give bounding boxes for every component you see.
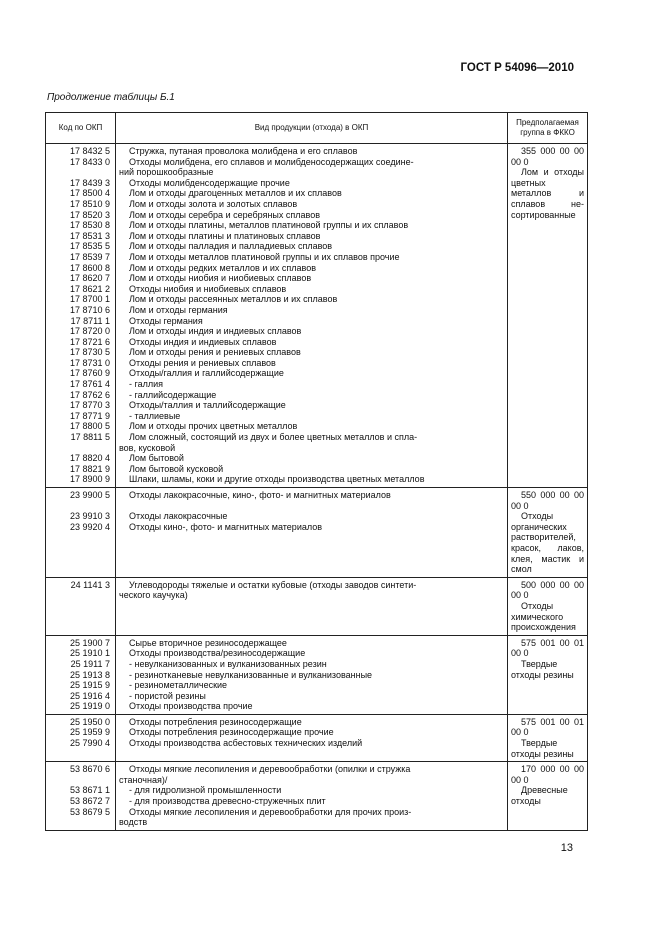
product-name: Лом и отходы рения и рениевых сплавов bbox=[129, 347, 301, 358]
product-name: Сырье вторичное резиносодержащее bbox=[129, 637, 287, 648]
product-name: - для производства древесно-стружечных плит bbox=[129, 796, 326, 807]
okp-code: 17 8700 1 bbox=[69, 294, 110, 305]
fkko-code: 170 000 00 00 00 0 bbox=[511, 764, 584, 785]
table-row bbox=[46, 714, 588, 761]
okp-code bbox=[49, 167, 110, 178]
okp-code: 23 9920 4 bbox=[69, 521, 110, 532]
fkko-group-cell bbox=[508, 144, 588, 488]
product-name: Отходы ниобия и ниобиевых сплавов bbox=[129, 283, 287, 294]
okp-code: 17 8710 6 bbox=[69, 304, 110, 315]
product-name-cell bbox=[116, 488, 508, 578]
product-name: - для гидролизной промышленности bbox=[129, 785, 282, 796]
okp-code: 17 8731 0 bbox=[69, 357, 110, 368]
okp-code-cell bbox=[46, 144, 116, 488]
okp-code-cell bbox=[46, 762, 116, 831]
okp-code: 17 8539 7 bbox=[69, 251, 110, 262]
okp-code: 17 8730 5 bbox=[69, 347, 110, 358]
product-name: - галлийсодержащие bbox=[129, 389, 217, 400]
header-code: Код по ОКП bbox=[46, 113, 116, 144]
okp-code: 25 1919 0 bbox=[69, 701, 110, 712]
okp-code: 17 8820 4 bbox=[69, 453, 110, 464]
fkko-group-cell bbox=[508, 714, 588, 761]
okp-code-cell bbox=[46, 635, 116, 714]
product-name: Отходы рения и рениевых сплавов bbox=[129, 357, 276, 368]
product-name: Лом и отходы ниобия и ниобиевых сплавов bbox=[129, 273, 312, 284]
okp-code: 17 8439 3 bbox=[69, 177, 110, 188]
product-name: вов, кусковой bbox=[119, 442, 176, 453]
fkko-group-cell bbox=[508, 635, 588, 714]
product-name: станочная)/ bbox=[119, 774, 168, 785]
okp-code: 23 9900 5 bbox=[69, 490, 110, 500]
fkko-group-name: Лом и отходы цветных металлов и сплавов не-сортированные bbox=[511, 167, 584, 220]
header-group: Предполагаемая группа в ФККО bbox=[508, 113, 588, 144]
product-name: Лом и отходы индия и индиевых сплавов bbox=[129, 326, 302, 337]
product-name: Отходы/галлия и галлийсодержащие bbox=[129, 368, 284, 379]
okp-code: 17 8621 2 bbox=[69, 283, 110, 294]
okp-code bbox=[49, 501, 110, 512]
product-name: Лом бытовой bbox=[129, 453, 184, 464]
product-name: Отходы мягкие лесопиления и деревообработки (опилки и стружка bbox=[129, 764, 411, 775]
product-name: Лом и отходы металлов платиновой группы и их сплавов прочие bbox=[129, 251, 400, 262]
okp-code bbox=[49, 775, 110, 786]
okp-code: 17 8811 5 bbox=[70, 432, 110, 443]
okp-code: 17 8500 4 bbox=[69, 188, 110, 199]
product-name: Лом и отходы палладия и палладиевых сплавов bbox=[129, 241, 333, 252]
fkko-group-cell bbox=[508, 762, 588, 831]
product-name-cell bbox=[116, 144, 508, 488]
okp-code: 53 8672 7 bbox=[69, 796, 110, 807]
product-name: Лом сложный, состоящий из двух и более цветных металлов и спла- bbox=[129, 432, 418, 443]
okp-code: 25 1910 1 bbox=[69, 648, 110, 659]
okp-code: 17 8520 3 bbox=[69, 209, 110, 220]
table-caption: Продолжение таблицы Б.1 bbox=[47, 92, 175, 103]
product-name: Отходы кино-, фото- и магнитных материалов bbox=[129, 521, 322, 532]
okp-code: 17 8531 3 bbox=[69, 230, 110, 241]
product-name: Отходы производства асбестовых технических изделий bbox=[129, 738, 363, 749]
okp-code: 17 8432 5 bbox=[69, 146, 110, 156]
product-name: Лом и отходы серебра и серебряных сплавов bbox=[129, 209, 320, 220]
standard-designation: ГОСТ Р 54096—2010 bbox=[460, 62, 574, 74]
table-row bbox=[46, 762, 588, 831]
okp-code: 17 8760 9 bbox=[69, 368, 110, 379]
product-name: Шлаки, шламы, коки и другие отходы производства цветных металлов bbox=[129, 474, 425, 485]
product-name: водств bbox=[119, 817, 148, 828]
product-name: Углеводороды тяжелые и остатки кубовые (отходы заводов синтети- bbox=[129, 579, 417, 590]
page-number: 13 bbox=[560, 842, 573, 854]
okp-code: 17 8535 5 bbox=[69, 241, 110, 252]
okp-code: 17 8600 8 bbox=[69, 262, 110, 273]
okp-code-cell bbox=[46, 577, 116, 635]
product-name: Отходы лакокрасочные, кино-, фото- и магнитных материалов bbox=[129, 490, 391, 500]
fkko-group-name: Твердые отходы резины bbox=[511, 738, 574, 759]
okp-code: 17 8711 1 bbox=[70, 315, 110, 326]
product-name: Отходы потребления резиносодержащие прочие bbox=[129, 727, 334, 738]
fkko-group-name: Древесные отходы bbox=[511, 785, 568, 807]
okp-code-cell bbox=[46, 488, 116, 578]
product-name: Отходы молибдена, его сплавов и молибденосодержащих соедине- bbox=[129, 156, 414, 167]
okp-code: 25 7990 4 bbox=[69, 738, 110, 749]
product-name-cell bbox=[116, 635, 508, 714]
product-name: Отходы/таллия и таллийсодержащие bbox=[129, 400, 286, 411]
product-name: Лом и отходы платины, металлов платиновой группы и их сплавов bbox=[129, 220, 409, 231]
header-product: Вид продукции (отхода) в ОКП bbox=[116, 113, 508, 144]
okp-code: 53 8671 1 bbox=[69, 785, 110, 796]
product-name: Лом и отходы прочих цветных металлов bbox=[129, 421, 298, 432]
product-name: - резинотканевые невулканизованные и вулканизованные bbox=[129, 669, 373, 680]
okp-code bbox=[49, 590, 110, 601]
okp-code: 17 8721 6 bbox=[69, 336, 110, 347]
fkko-code: 355 000 00 00 00 0 bbox=[511, 146, 584, 167]
product-name: - резинометаллические bbox=[129, 680, 228, 691]
product-name: Стружка, путаная проволока молибдена и его сплавов bbox=[129, 146, 358, 156]
okp-code: 17 8762 6 bbox=[69, 389, 110, 400]
okp-code bbox=[49, 817, 110, 828]
okp-code: 17 8433 0 bbox=[69, 156, 110, 167]
okp-code: 25 1950 0 bbox=[69, 716, 110, 727]
okp-code: 17 8771 9 bbox=[69, 410, 110, 421]
okp-code: 25 1911 7 bbox=[70, 658, 110, 669]
fkko-group-name: Отходы химического происхождения bbox=[511, 600, 576, 633]
okp-code: 25 1913 8 bbox=[69, 669, 110, 680]
product-name: Отходы производства прочие bbox=[129, 701, 253, 712]
table-row bbox=[46, 577, 588, 635]
fkko-code: 575 001 00 01 00 0 bbox=[511, 716, 584, 738]
okp-code: 25 1900 7 bbox=[69, 637, 110, 648]
table-row bbox=[46, 144, 588, 488]
product-name: Отходы германия bbox=[129, 315, 203, 326]
fkko-code: 550 000 00 00 00 0 bbox=[511, 490, 584, 511]
okp-code: 53 8670 6 bbox=[69, 764, 110, 775]
okp-code: 17 8720 0 bbox=[69, 326, 110, 337]
product-name: Отходы производства/резиносодержащие bbox=[129, 648, 306, 659]
product-name-cell bbox=[116, 577, 508, 635]
product-name: ческого каучука) bbox=[119, 590, 188, 601]
fkko-group-name: Отходы органических растворителей, красок, лаков, клея, мастик и смол bbox=[511, 511, 584, 575]
fkko-code: 500 000 00 00 00 0 bbox=[511, 579, 584, 601]
okp-code: 17 8900 9 bbox=[69, 474, 110, 485]
product-name: Отходы потребления резиносодержащие bbox=[129, 716, 302, 727]
fkko-code: 575 001 00 01 00 0 bbox=[511, 637, 584, 659]
fkko-group-name: Твердые отходы резины bbox=[511, 658, 574, 680]
fkko-group-cell bbox=[508, 488, 588, 578]
okp-code: 17 8530 8 bbox=[69, 220, 110, 231]
product-name: Лом и отходы золота и золотых сплавов bbox=[129, 198, 298, 209]
okp-code: 23 9910 3 bbox=[69, 511, 110, 522]
okp-code: 17 8620 7 bbox=[69, 273, 110, 284]
product-name: Отходы молибденсодержащие прочие bbox=[129, 177, 290, 188]
product-name: - галлия bbox=[129, 379, 163, 390]
okp-code: 25 1916 4 bbox=[69, 690, 110, 701]
table-row bbox=[46, 488, 588, 578]
product-name bbox=[119, 501, 504, 512]
product-name: Отходы индия и индиевых сплавов bbox=[129, 336, 277, 347]
product-name: Лом и отходы редких металлов и их сплавов bbox=[129, 262, 316, 273]
okp-code: 17 8770 3 bbox=[69, 400, 110, 411]
waste-classification-table bbox=[45, 112, 588, 831]
product-name: Лом и отходы рассеянных металлов и их сплавов bbox=[129, 294, 338, 305]
okp-code: 17 8761 4 bbox=[69, 379, 110, 390]
product-name: Отходы лакокрасочные bbox=[129, 511, 228, 522]
product-name: Лом и отходы германия bbox=[129, 304, 228, 315]
okp-code: 17 8800 5 bbox=[69, 421, 110, 432]
product-name: - пористой резины bbox=[129, 690, 206, 701]
table-row bbox=[46, 635, 588, 714]
product-name-cell bbox=[116, 714, 508, 761]
product-name: Отходы мягкие лесопиления и деревообработки для прочих произ- bbox=[129, 806, 412, 817]
okp-code: 17 8821 9 bbox=[69, 463, 110, 474]
okp-code: 17 8510 9 bbox=[69, 198, 110, 209]
okp-code: 53 8679 5 bbox=[69, 806, 110, 817]
product-name: ний порошкообразные bbox=[119, 167, 214, 178]
okp-code: 25 1915 9 bbox=[69, 680, 110, 691]
fkko-group-cell bbox=[508, 577, 588, 635]
okp-code-cell bbox=[46, 714, 116, 761]
okp-code: 24 1141 3 bbox=[70, 579, 110, 590]
product-name-cell bbox=[116, 762, 508, 831]
product-name: Лом бытовой кусковой bbox=[129, 463, 224, 474]
table-header-row bbox=[46, 113, 588, 144]
product-name: Лом и отходы драгоценных металлов и их сплавов bbox=[129, 188, 342, 199]
okp-code bbox=[49, 443, 110, 454]
product-name: Лом и отходы платины и платиновых сплавов bbox=[129, 230, 321, 241]
product-name: - таллиевые bbox=[129, 410, 181, 421]
okp-code: 25 1959 9 bbox=[69, 727, 110, 738]
product-name: - невулканизованных и вулканизованных резин bbox=[129, 658, 327, 669]
